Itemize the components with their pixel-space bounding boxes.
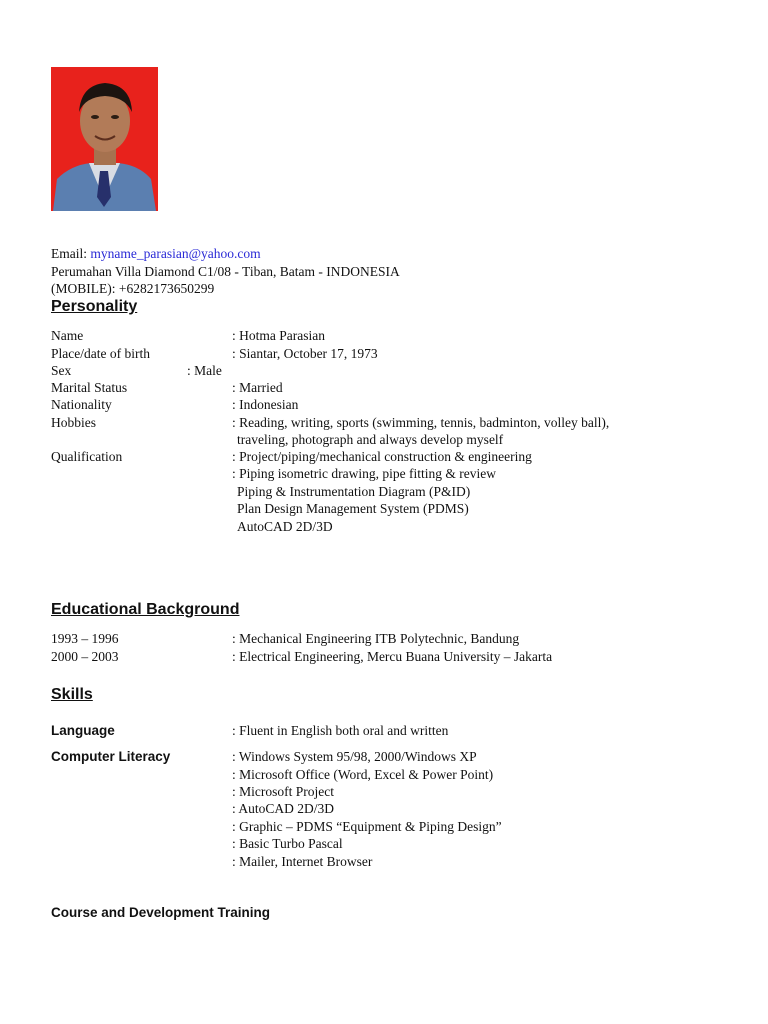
education-years: 2000 – 2003 [51, 649, 119, 664]
address: Perumahan Villa Diamond C1/08 - Tiban, Batam - INDONESIA [51, 264, 400, 279]
profile-photo [51, 67, 158, 211]
education-years: 1993 – 1996 [51, 631, 119, 646]
computer-skill-item: : Basic Turbo Pascal [232, 836, 343, 851]
sex-value: : Male [187, 363, 222, 378]
qualification-label: Qualification [51, 449, 123, 464]
language-value: : Fluent in English both oral and written [232, 723, 449, 738]
qualification-item: : Piping isometric drawing, pipe fitting & review [232, 466, 496, 481]
computer-skill-item: : Microsoft Office (Word, Excel & Power Point) [232, 767, 494, 782]
qualification-item: AutoCAD 2D/3D [237, 519, 333, 534]
computer-skill-item: : Microsoft Project [232, 784, 334, 799]
education-heading: Educational Background [51, 601, 240, 618]
education-value: : Electrical Engineering, Mercu Buana University – Jakarta [232, 649, 553, 664]
personality-heading: Personality [51, 298, 138, 315]
email-label: Email: [51, 246, 91, 261]
hobbies-value: : Reading, writing, sports (swimming, tennis, badminton, volley ball), [232, 415, 610, 430]
language-label: Language [51, 723, 115, 738]
email-line [51, 245, 261, 262]
name-value: : Hotma Parasian [232, 328, 325, 343]
hobbies-value-cont: traveling, photograph and always develop myself [237, 432, 504, 447]
birth-value: : Siantar, October 17, 1973 [232, 346, 378, 361]
name-label: Name [51, 328, 84, 343]
computer-skill-item: : Windows System 95/98, 2000/Windows XP [232, 749, 477, 764]
hobbies-label: Hobbies [51, 415, 96, 430]
skills-heading: Skills [51, 686, 93, 703]
marital-value: : Married [232, 380, 283, 395]
computer-skill-item: : Mailer, Internet Browser [232, 854, 373, 869]
email-link[interactable]: myname_parasian@yahoo.com [90, 246, 261, 261]
computer-literacy-label: Computer Literacy [51, 749, 171, 764]
education-value: : Mechanical Engineering ITB Polytechnic, Bandung [232, 631, 520, 646]
nationality-label: Nationality [51, 397, 112, 412]
qualification-item: Piping & Instrumentation Diagram (P&ID) [237, 484, 471, 499]
qualification-item: Plan Design Management System (PDMS) [237, 501, 469, 516]
mobile-number: (MOBILE): +6282173650299 [51, 281, 215, 296]
qualification-value: : Project/piping/mechanical construction & engineering [232, 449, 532, 464]
training-heading: Course and Development Training [51, 905, 271, 920]
nationality-value: : Indonesian [232, 397, 299, 412]
marital-label: Marital Status [51, 380, 128, 395]
computer-skill-item: : AutoCAD 2D/3D [232, 801, 335, 816]
sex-label: Sex [51, 363, 72, 378]
computer-skill-item: : Graphic – PDMS “Equipment & Piping Design” [232, 819, 502, 834]
birth-label: Place/date of birth [51, 346, 150, 361]
